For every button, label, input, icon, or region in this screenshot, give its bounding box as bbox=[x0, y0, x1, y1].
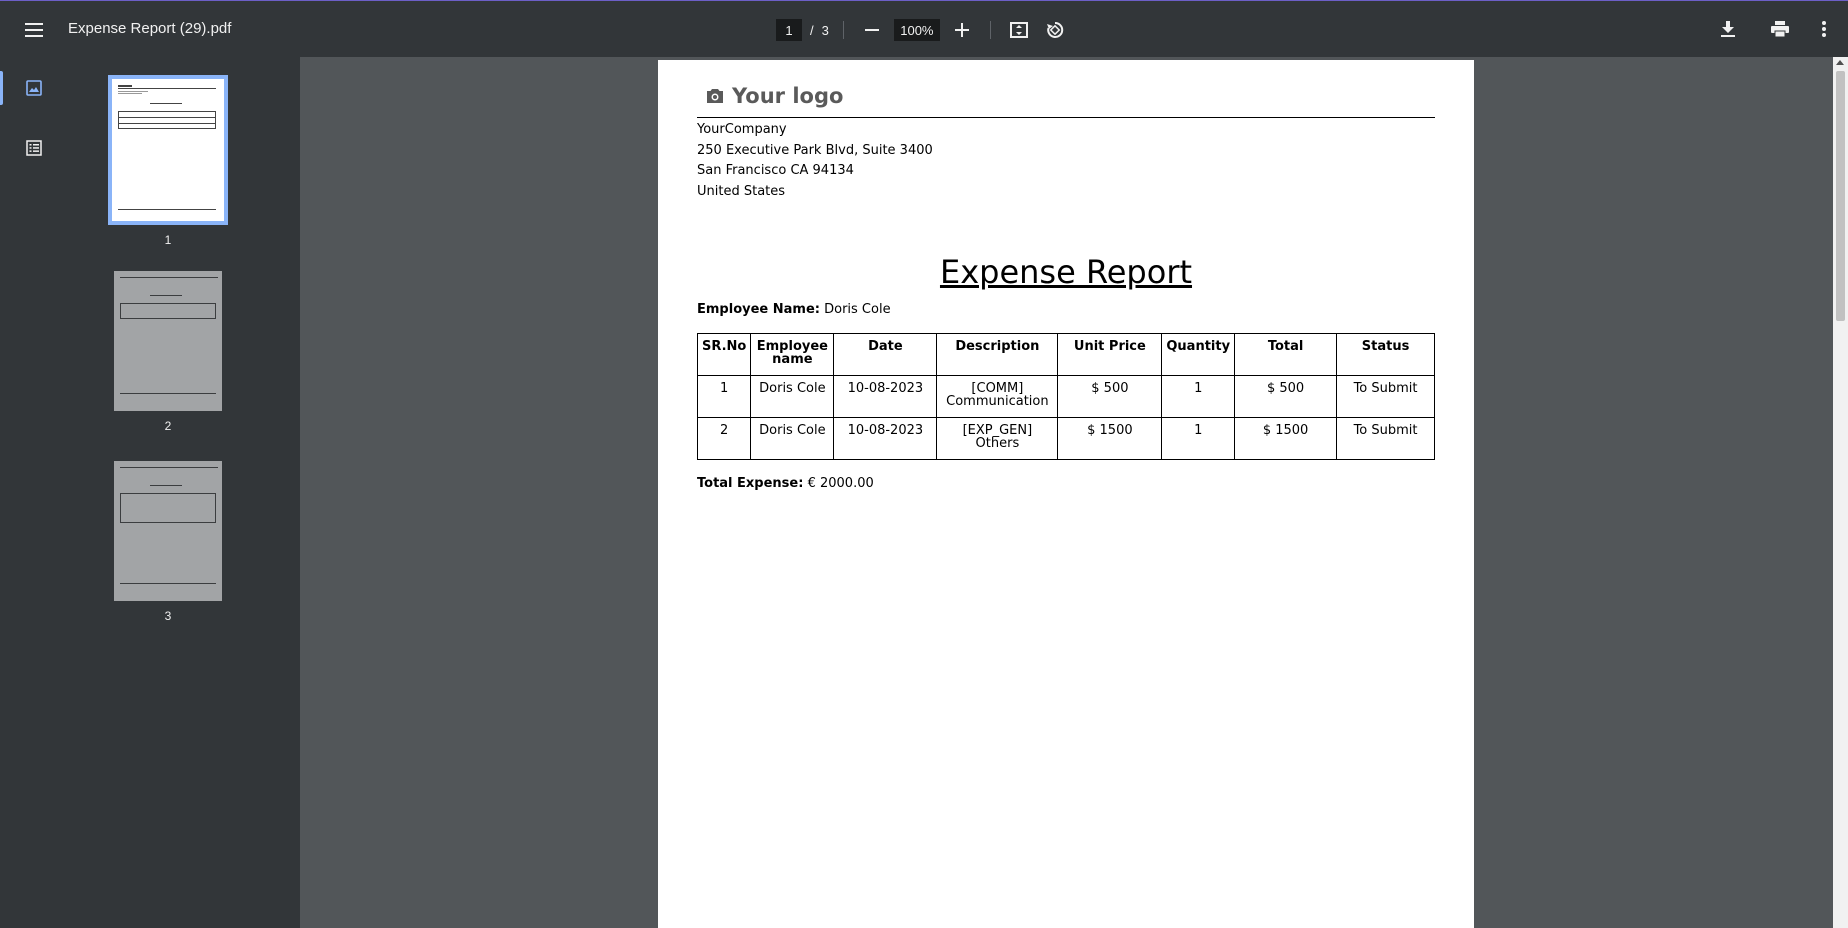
company-address bbox=[697, 120, 933, 202]
column-header: Date bbox=[834, 334, 937, 376]
report-title: Expense Report bbox=[939, 253, 1193, 291]
address-line1: 250 Executive Park Blvd, Suite 3400 bbox=[697, 142, 933, 158]
image-icon[interactable] bbox=[22, 76, 46, 100]
table-cell: 1 bbox=[698, 376, 751, 418]
company-logo bbox=[706, 84, 843, 108]
rotate-icon[interactable] bbox=[1041, 16, 1069, 44]
print-icon[interactable] bbox=[1766, 15, 1794, 43]
table-cell: To Submit bbox=[1337, 376, 1435, 418]
scrollbar-thumb[interactable] bbox=[1836, 71, 1845, 321]
table-cell: $ 1500 bbox=[1058, 418, 1162, 460]
active-indicator bbox=[0, 71, 3, 105]
table-header-row bbox=[698, 334, 1435, 376]
document-title: Expense Report (29).pdf bbox=[68, 20, 232, 37]
table-cell: Doris Cole bbox=[751, 418, 834, 460]
employee-name: Doris Cole bbox=[824, 302, 891, 317]
right-toolbar bbox=[1714, 15, 1838, 43]
address-line2: San Francisco CA 94134 bbox=[697, 163, 854, 178]
zoom-input[interactable]: 100% bbox=[894, 19, 940, 41]
thumbnail-image bbox=[108, 75, 228, 225]
thumbnail-sidebar bbox=[0, 57, 300, 928]
vertical-scrollbar[interactable] bbox=[1833, 57, 1848, 928]
company-name: YourCompany bbox=[697, 122, 787, 137]
total-value: € 2000.00 bbox=[807, 476, 874, 491]
table-cell: $ 1500 bbox=[1235, 418, 1337, 460]
fit-page-icon[interactable] bbox=[1005, 16, 1033, 44]
toolbar-divider bbox=[843, 21, 844, 39]
column-header: Total bbox=[1235, 334, 1337, 376]
thumbnail-label: 3 bbox=[164, 609, 172, 623]
list-icon[interactable] bbox=[22, 136, 46, 160]
table-cell: 2 bbox=[698, 418, 751, 460]
table-cell: $ 500 bbox=[1058, 376, 1162, 418]
table-cell: [EXP_GEN] Others bbox=[937, 418, 1058, 460]
expense-table bbox=[697, 333, 1435, 460]
column-header: Quantity bbox=[1162, 334, 1235, 376]
thumbnail-label: 1 bbox=[164, 233, 172, 247]
camera-icon bbox=[706, 88, 724, 104]
table-cell: 10-08-2023 bbox=[834, 418, 937, 460]
hamburger-icon[interactable] bbox=[20, 16, 48, 44]
employee-name-line bbox=[697, 302, 891, 317]
thumbnail-page-1[interactable] bbox=[108, 75, 228, 247]
pdf-page bbox=[658, 60, 1474, 928]
page-zoom-controls bbox=[776, 18, 1069, 42]
table-cell: 1 bbox=[1162, 376, 1235, 418]
column-header: SR.No bbox=[698, 334, 751, 376]
total-label: Total Expense: bbox=[697, 476, 804, 491]
address-country: United States bbox=[697, 183, 786, 199]
page-separator: / bbox=[810, 22, 814, 38]
table-cell: $ 500 bbox=[1235, 376, 1337, 418]
toolbar-divider bbox=[990, 21, 991, 39]
download-icon[interactable] bbox=[1714, 15, 1742, 43]
more-vert-icon[interactable] bbox=[1810, 15, 1838, 43]
page-number-input[interactable]: 1 bbox=[776, 19, 802, 41]
scroll-up-arrow-icon[interactable] bbox=[1836, 60, 1844, 65]
thumbnail-image bbox=[114, 271, 222, 411]
column-header: Unit Price bbox=[1058, 334, 1162, 376]
thumbnail-page-2[interactable] bbox=[108, 271, 228, 433]
thumbnail-label: 2 bbox=[164, 419, 172, 433]
minus-icon[interactable] bbox=[858, 16, 886, 44]
table-cell: [COMM] Communication bbox=[937, 376, 1058, 418]
header-divider bbox=[697, 117, 1435, 118]
table-row bbox=[698, 418, 1435, 460]
table-cell: 1 bbox=[1162, 418, 1235, 460]
column-header: Employee name bbox=[751, 334, 834, 376]
table-cell: Doris Cole bbox=[751, 376, 834, 418]
table-cell: To Submit bbox=[1337, 418, 1435, 460]
thumbnail-page-3[interactable] bbox=[108, 461, 228, 623]
table-row bbox=[698, 376, 1435, 418]
plus-icon[interactable] bbox=[948, 16, 976, 44]
thumbnail-image bbox=[114, 461, 222, 601]
column-header: Status bbox=[1337, 334, 1435, 376]
total-expense-line bbox=[697, 476, 874, 491]
employee-label: Employee Name: bbox=[697, 302, 820, 317]
page-total: 3 bbox=[821, 22, 829, 38]
sidebar-rail bbox=[0, 57, 66, 928]
pdf-toolbar bbox=[0, 0, 1848, 57]
column-header: Description bbox=[937, 334, 1058, 376]
logo-text: Your logo bbox=[732, 84, 844, 108]
table-cell: 10-08-2023 bbox=[834, 376, 937, 418]
